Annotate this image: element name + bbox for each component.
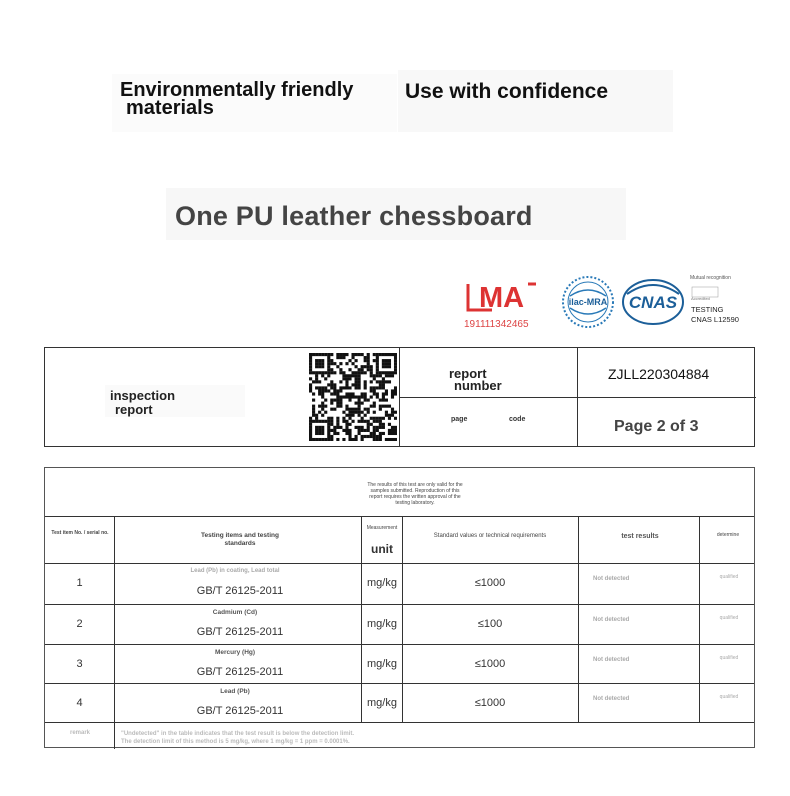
- row-limit: ≤1000: [474, 697, 506, 709]
- inspection-label-line1: inspection: [110, 388, 176, 403]
- product-title: One PU leather chessboard: [175, 201, 533, 231]
- row-result: Not detected: [593, 617, 630, 623]
- tag-environment: [112, 74, 397, 132]
- row-item: Cadmium (Cd): [212, 609, 258, 616]
- page-value: Page 2 of 3: [614, 418, 699, 435]
- inspection-report-label: [105, 385, 245, 417]
- code-label: code: [509, 416, 526, 423]
- row-item: Lead (Pb): [220, 688, 250, 695]
- row-limit: ≤1000: [474, 577, 506, 589]
- row-number: 2: [76, 618, 83, 630]
- row-unit: mg/kg: [367, 577, 397, 589]
- row-result: Not detected: [593, 576, 630, 582]
- cma-logo: [462, 274, 542, 325]
- remark-label: remark: [69, 730, 90, 736]
- row-determine: qualified: [719, 655, 739, 661]
- row-unit: mg/kg: [367, 618, 397, 630]
- row-standard: GB/T 26125-2011: [196, 626, 284, 638]
- row-number: 1: [76, 577, 83, 589]
- tag-confidence-text: Use with confidence: [405, 80, 609, 103]
- remark-text: [121, 730, 354, 746]
- row-unit: mg/kg: [367, 697, 397, 709]
- remark-line1: "Undetected" in the table indicates that the test result is below the detection limit.: [121, 731, 355, 737]
- ilac-mra-logo: [561, 275, 615, 334]
- header-test-item: Test item No. / serial no.: [51, 530, 109, 536]
- report-number-label-line1: report: [449, 366, 487, 381]
- ilac-text: ilac-MRA: [568, 297, 608, 307]
- report-number-label-line2: number: [454, 378, 502, 393]
- report-number-value: ZJLL220304884: [608, 366, 710, 382]
- mini-recognition-text: Mutual recognition: [690, 275, 731, 281]
- product-title-box: [166, 188, 626, 240]
- tag-environment-line2: materials: [126, 97, 214, 119]
- page-label: page: [451, 416, 468, 423]
- row-determine: qualified: [719, 694, 739, 700]
- inspection-label-line2: report: [115, 402, 153, 417]
- row-result: Not detected: [593, 696, 630, 702]
- qr-code[interactable]: [309, 353, 397, 446]
- header-standard: Standard values or technical requirements: [433, 533, 547, 539]
- header-determine: determine: [716, 532, 740, 538]
- row-determine: qualified: [719, 615, 739, 621]
- row-result: Not detected: [593, 657, 630, 663]
- cma-number: 191111342465: [464, 319, 529, 330]
- tag-confidence: [398, 70, 673, 132]
- row-limit: ≤1000: [474, 658, 506, 670]
- cnas-logo: [621, 278, 685, 331]
- row-standard: GB/T 26125-2011: [196, 705, 284, 717]
- accreditation-label: Accredited: [691, 296, 710, 301]
- header-testing-items: Testing items and testing standards: [201, 532, 279, 547]
- row-item: Mercury (Hg): [214, 649, 256, 656]
- row-standard: GB/T 26125-2011: [196, 666, 284, 678]
- row-standard: GB/T 26125-2011: [196, 585, 284, 597]
- row-unit: mg/kg: [367, 658, 397, 670]
- table-notice: The results of this test are only valid for the samples submitted. Reproduction of this report requires the written approval of the testing laboratory.: [367, 482, 463, 506]
- row-determine: qualified: [719, 574, 739, 580]
- header-results: test results: [621, 533, 659, 540]
- header-unit: unit: [371, 542, 393, 556]
- testing-accreditation: [691, 305, 739, 325]
- tag-environment-line1: Environmentally friendly: [120, 79, 354, 101]
- cma-text: MA: [479, 282, 525, 314]
- results-table: [44, 467, 755, 748]
- row-item: Lead (Pb) in coating, Lead total: [190, 568, 280, 574]
- report-header-table: [44, 347, 755, 447]
- remark-line2: The detection limit of this method is 5 mg/kg, where 1 mg/kg = 1 ppm = 0.0001%.: [121, 739, 350, 745]
- cnas-text: CNAS: [628, 293, 678, 312]
- header-unit-small: Measurement: [366, 525, 398, 531]
- row-number: 4: [76, 697, 83, 709]
- testing-line2: CNAS L12590: [691, 315, 739, 324]
- row-limit: ≤100: [477, 618, 503, 630]
- row-number: 3: [76, 658, 83, 670]
- testing-line1: TESTING: [691, 305, 724, 314]
